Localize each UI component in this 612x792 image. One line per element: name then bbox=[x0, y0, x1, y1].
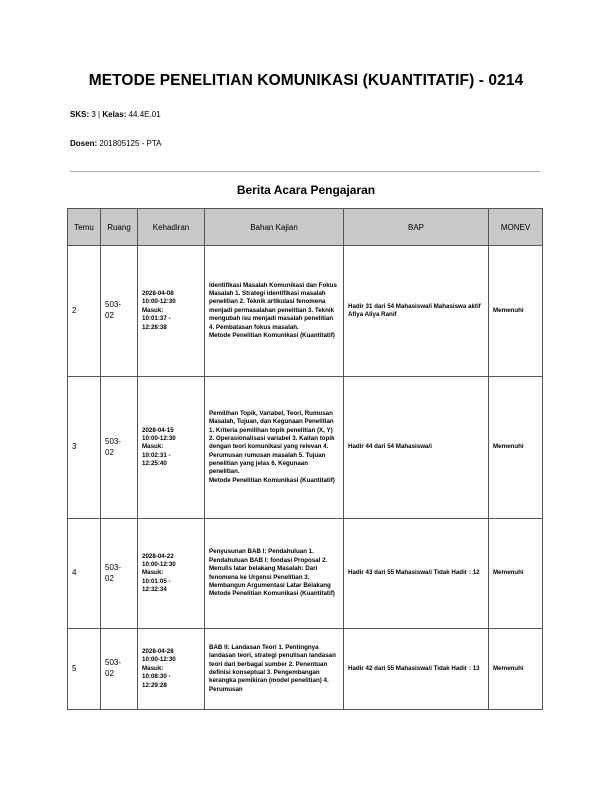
column-header-bahan-kajian: Bahan Kajian bbox=[205, 209, 344, 246]
kehadiran-cell: 2028-04-08 10:00-12:30 Masuk: 10:01:37 - 12:28:38 bbox=[138, 246, 205, 377]
column-header-temu: Temu bbox=[68, 209, 101, 246]
bap-cell: Hadir 42 dari 55 Mahasiswa/i Tidak Hadir : 13 bbox=[344, 629, 489, 710]
ruang-cell: 503- 02 bbox=[101, 519, 138, 629]
sks-label: SKS: bbox=[70, 110, 90, 119]
bap-cell: Hadir 31 dari 54 Mahasiswa/i Mahasiswa aktif Afiya Aliya Ranif bbox=[344, 246, 489, 377]
ruang-cell: 503- 02 bbox=[101, 377, 138, 519]
monev-cell: Memenuhi bbox=[489, 246, 543, 377]
monev-cell: Memenuhi bbox=[489, 629, 543, 710]
kehadiran-cell: 2028-04-22 10:00-12:30 Masuk: 10:01:05 - 12:32:34 bbox=[138, 519, 205, 629]
dosen-label: Dosen: bbox=[70, 139, 98, 148]
temu-cell: 4 bbox=[68, 519, 101, 629]
section-title: Berita Acara Pengajaran bbox=[236, 183, 376, 197]
column-header-bap: BAP bbox=[344, 209, 489, 246]
column-header-ruang: Ruang bbox=[101, 209, 138, 246]
bahan-kajian-text: Pemilihan Topik, Variabel, Teori, Rumusan Masalah, Tujuan, dan Kegunaan Penelitian 1. Kriteria pemilihan topik penelitian (X, Y) 2. Operasionalisasi variabel 3. Kaitan topik dengan teori komunikasi yang relevan 4. Perumusan rumusan masalah 5. Tujuan penelitian yang jelas 6. Kegunaan penelitian. bbox=[209, 409, 335, 476]
table-row bbox=[68, 519, 543, 629]
column-header-kehadiran: Kehadiran bbox=[138, 209, 205, 246]
kelas-value: 44.4E.01 bbox=[128, 110, 161, 119]
kehadiran-cell: 2028-04-28 10:00-12:30 Masuk: 10:08:30 - 12:29:28 bbox=[138, 629, 205, 710]
divider bbox=[70, 171, 540, 172]
table-header-row bbox=[68, 209, 543, 246]
course-meta bbox=[70, 110, 161, 119]
course-name-text: Metode Penelitian Komunikasi (Kuantitatif) bbox=[209, 476, 335, 484]
ruang-cell: 503- 02 bbox=[101, 246, 138, 377]
bahan-kajian-cell bbox=[205, 629, 344, 710]
lecturer-meta bbox=[70, 139, 161, 148]
monev-cell: Memenuhi bbox=[489, 519, 543, 629]
bahan-kajian-text: Identifikasi Masalah Komunikasi dan Fokus Masalah 1. Strategi identifikasi masalah penelitian 2. Teknik artikulasi fenomena menjadi permasalahan penelitian 3. Teknik mengubah isu menjadi masalah penelitian 4. Pembatasan fokus masalah. bbox=[209, 281, 337, 331]
bahan-kajian-text: BAB II: Landasan Teori 1. Pentingnya landasan teori, strategi penulisan landasan teori dari berbagai sumber 2. Penentuan definisi konseptual 3. Pengembangan kerangka pemikiran (model penelitian) 4. Perumusan bbox=[209, 643, 336, 693]
sks-value: 3 bbox=[91, 110, 96, 119]
table-row bbox=[68, 629, 543, 710]
table-row bbox=[68, 246, 543, 377]
kehadiran-cell: 2028-04-15 10:00-12:30 Masuk: 10:02:31 - 12:25:40 bbox=[138, 377, 205, 519]
monev-cell: Memenuhi bbox=[489, 377, 543, 519]
bap-cell: Hadir 44 dari 54 Mahasiswa/i bbox=[344, 377, 489, 519]
course-name-text: Metode Penelitian Komunikasi (Kuantitatif) bbox=[209, 331, 335, 339]
course-name-text: Metode Penelitian Komunikasi (Kuantitatif) bbox=[209, 590, 335, 598]
table-row bbox=[68, 377, 543, 519]
bahan-kajian-cell bbox=[205, 246, 344, 377]
bahan-kajian-cell bbox=[205, 377, 344, 519]
temu-cell: 2 bbox=[68, 246, 101, 377]
bahan-kajian-text: Penyusunan BAB I: Pendahuluan 1. Pendahuluan BAB I: fondasi Proposal 2. Menulis latar belakang Masalah: Dari fenomena ke Urgensi Penelitian 3. Membangun Argumentasi Latar Belakang bbox=[209, 548, 331, 589]
bahan-kajian-cell bbox=[205, 519, 344, 629]
temu-cell: 3 bbox=[68, 377, 101, 519]
ruang-cell: 503- 02 bbox=[101, 629, 138, 710]
kelas-label: Kelas: bbox=[102, 110, 127, 119]
bap-cell: Hadir 43 dari 55 Mahasiswa/i Tidak Hadir : 12 bbox=[344, 519, 489, 629]
meta-separator: | bbox=[98, 110, 101, 119]
page-title: METODE PENELITIAN KOMUNIKASI (KUANTITATIF) - 0214 bbox=[88, 72, 524, 89]
column-header-monev: MONEV bbox=[489, 209, 543, 246]
bap-table bbox=[67, 208, 543, 710]
temu-cell: 5 bbox=[68, 629, 101, 710]
dosen-value: 201805125 - PTA bbox=[99, 139, 162, 148]
